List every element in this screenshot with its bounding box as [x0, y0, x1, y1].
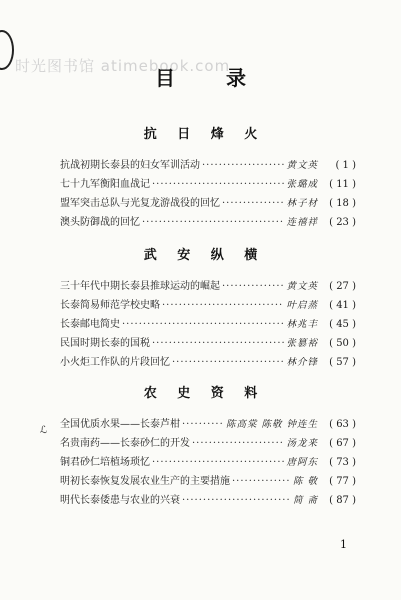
entry-author: 唐阿东 — [286, 457, 318, 468]
toc-entry — [60, 175, 356, 194]
toc-entry — [60, 315, 356, 334]
page-number: 1 — [340, 538, 347, 551]
dot-leader — [192, 438, 284, 449]
section-2-entries — [60, 277, 356, 372]
toc-entry — [60, 277, 356, 296]
entry-page: ( 57 ) — [329, 357, 356, 368]
entry-page: ( 45 ) — [329, 319, 356, 330]
dot-leader — [152, 457, 284, 468]
toc-entry — [60, 472, 356, 491]
entry-page: ( 63 ) — [329, 419, 356, 430]
entry-page: ( 23 ) — [329, 217, 356, 228]
entry-title: 明初长泰恢复发展农业生产的主要措施 — [60, 476, 230, 487]
margin-mark: ℒ — [40, 425, 48, 436]
section-1-entries — [60, 156, 356, 232]
entry-title: 全国优质水果——长泰芦柑 — [60, 419, 180, 430]
watermark: 时光图书馆 atimebook.com — [15, 57, 231, 75]
entry-author: 简 斋 — [292, 495, 318, 506]
toc-entry — [60, 296, 356, 315]
entry-title: 长泰邮电简史 — [60, 319, 120, 330]
section-title-1: 抗 日 烽 火 — [143, 127, 266, 142]
entry-author: 林介锋 — [286, 357, 318, 368]
entry-title: 铜君砂仁培植场琐忆 — [60, 457, 150, 468]
dot-leader — [152, 179, 284, 190]
section-3-entries — [60, 415, 356, 510]
entry-title: 澳头防御战的回忆 — [60, 217, 140, 228]
entry-author: 黄文英 — [286, 281, 318, 292]
entry-page: ( 41 ) — [329, 300, 356, 311]
dot-leader — [222, 281, 284, 292]
toc-entry — [60, 415, 356, 434]
toc-entry — [60, 194, 356, 213]
dot-leader — [182, 495, 291, 506]
entry-author: 张篡裕 — [286, 338, 318, 349]
entry-title: 三十年代中期长泰县推球运动的崛起 — [60, 281, 220, 292]
entry-title: 长泰简易师范学校史略 — [60, 300, 160, 311]
dot-leader — [142, 217, 284, 228]
entry-title: 盟军突击总队与光复龙游战役的回忆 — [60, 198, 220, 209]
entry-page: ( 87 ) — [329, 495, 356, 506]
dot-leader — [232, 476, 291, 487]
entry-page: ( 73 ) — [329, 457, 356, 468]
entry-title: 小火炬工作队的片段回忆 — [60, 357, 170, 368]
entry-page: ( 27 ) — [329, 281, 356, 292]
entry-author: 张璐成 — [286, 179, 318, 190]
entry-author: 连禧祥 — [286, 217, 318, 228]
entry-author: 林兆丰 — [286, 319, 318, 330]
toc-entry — [60, 434, 356, 453]
toc-entry — [60, 353, 356, 372]
dot-leader — [202, 160, 284, 171]
entry-page: ( 67 ) — [329, 438, 356, 449]
section-title-3: 农 史 资 料 — [143, 386, 266, 401]
section-title-2: 武 安 纵 横 — [143, 248, 266, 263]
toc-entry — [60, 156, 356, 175]
entry-page: ( 11 ) — [329, 179, 356, 190]
entry-title: 名贵南药——长泰砂仁的开发 — [60, 438, 190, 449]
dot-leader — [182, 419, 224, 430]
dot-leader — [222, 198, 284, 209]
entry-title: 七十九军衡阳血战记 — [60, 179, 150, 190]
entry-page: ( 50 ) — [329, 338, 356, 349]
page-title: 目 录 — [155, 66, 268, 90]
entry-author: 汤龙来 — [286, 438, 318, 449]
toc-entry — [60, 334, 356, 353]
entry-title: 抗战初期长泰县的妇女军训活动 — [60, 160, 200, 171]
dot-leader — [172, 357, 284, 368]
entry-author: 陈高棠 陈敬 钟连生 — [225, 419, 318, 430]
dot-leader — [162, 300, 284, 311]
entry-author: 林子材 — [286, 198, 318, 209]
entry-title: 明代长泰倭患与农业的兴衰 — [60, 495, 180, 506]
entry-page: ( 18 ) — [329, 198, 356, 209]
entry-title: 民国时期长泰的国税 — [60, 338, 150, 349]
entry-page: ( 77 ) — [329, 476, 356, 487]
dot-leader — [152, 338, 284, 349]
entry-page: ( 1 ) — [335, 160, 356, 171]
entry-author: 陈 敬 — [292, 476, 318, 487]
entry-author: 叶启蒸 — [286, 300, 318, 311]
toc-entry — [60, 453, 356, 472]
entry-author: 黄文英 — [286, 160, 318, 171]
toc-entry — [60, 491, 356, 510]
dot-leader — [122, 319, 284, 330]
toc-entry — [60, 213, 356, 232]
